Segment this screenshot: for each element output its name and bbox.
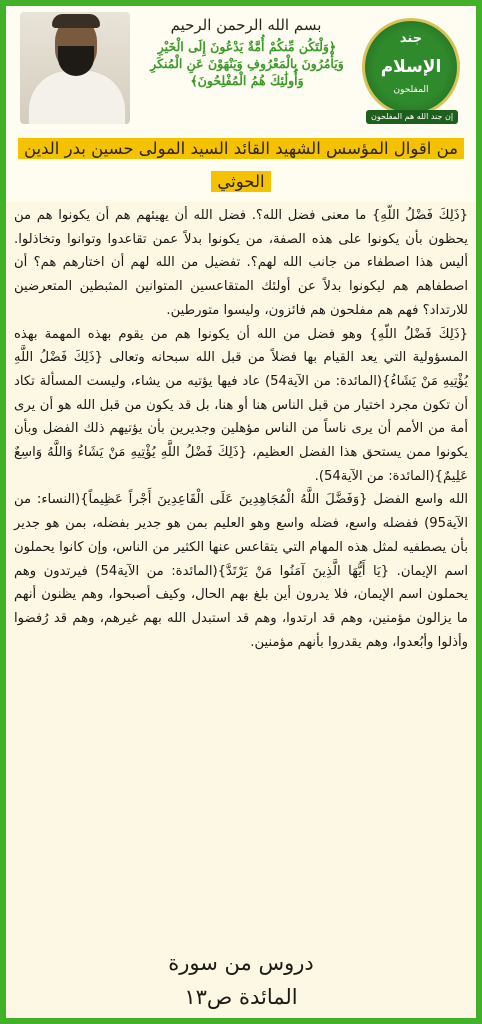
page-title [12,132,470,198]
emblem-logo [362,18,460,116]
header [6,6,476,128]
title-band [6,128,476,202]
footer-line-2: المائدة ص١٣ [184,985,298,1009]
portrait-photo [20,12,130,124]
portrait-turban [52,14,100,28]
emblem-caption: إن جند الله هم المفلحون [366,110,458,124]
basmala: بسم الله الرحمن الرحيم [170,16,322,34]
footer-line-1: دروس من سورة [168,951,314,975]
paragraph-3: الله واسع الفضل {وَفَضَّلَ اللَّهُ الْمُجَاهِدِينَ عَلَى الْقَاعِدِينَ أَجْراً عَظِيماً}(النساء: من الآية95) ففضله واسع، فضله واسع وهو العليم بمن هو جدير بفضله، بمن هو جدير بأن يصطفيه لمثل هذه المهام التي يتقاعس عنها الكثير من الناس، وإن كانوا يحملون اسم الإيمان. {يَا أَيُّهَا الَّذِينَ آمَنُوا مَنْ يَرْتَدَّ}(المائدة: من الآية54) فيرتدون وهم يحملون اسم الإيمان، فلا يدرون أين بلغ بهم الحال، وكيف أصبحوا، وهم يظنون أنهم ما يزالون مؤمنين، وهم قد ارتدوا، وهم قد استبدل الله بهم غيرهم، وهم قد رُفضوا وأذلوا وأبُعدوا، وهم يقدروا بأنهم مؤمنين. [14,492,468,650]
article-body [14,204,468,654]
title-text: من اقوال المؤسس الشهيد القائد السيد المولى حسين بدر الدين الحوثي [18,138,464,192]
quran-verse: ﴿وَلْتَكُن مِّنكُمْ أُمَّةٌ يَدْعُونَ إِلَى الْخَيْرِ وَيَأْمُرُونَ بِالْمَعْرُوفِ وَيَنْهَوْنَ عَنِ الْمُنكَرِ وَأُولَٰئِكَ هُمُ الْمُفْلِحُونَ﴾ [150,39,344,88]
source-footer [6,946,476,1014]
paragraph-1: {ذَلِكَ فَضْلُ اللّهِ} ما معنى فضل الله؟. فضل الله أن يهيئهم هم أن يكونوا هم من يحظون بأن يكونوا على هذه الصفة، من يكونوا بدلاً عمن تقاعدوا وتوانوا وتخاذلوا. أليس هذا اصطفاء من جانب الله لهم؟. تفضيل من الله لهم أن اختارهم هم؟ أن اصطفاهم هم ليكونوا بدلاً عن أولئك المتقاعسين المتوانين المثبطين المتعرضين للارتداد؟ فهم هم مفلحون هم فائزون، وليسوا متورطين. [14,208,468,318]
emblem-top-text: جند [399,31,423,46]
portrait-robe [28,70,126,124]
emblem-sub-text: المفلحون [393,85,429,95]
emblem-main-text: الإسلام [380,57,442,77]
paragraph-2: {ذَلِكَ فَضْلُ اللّهِ} وهو فضل من الله أن يكونوا هم من يقوم بهذه المهمة بهذه المسؤولية التي يعد القيام بها فضلاً من قبل الله سبحانه وتعالى {ذَلِكَ فَضْلُ اللَّهِ يُؤْتِيهِ مَنْ يَشَاءُ}(المائدة: من الآية54) عاد فيها يؤتيه من يشاء، وليست المسألة تكاد أن تكون مجرد اختيار من قبل الناس هنا أو هنا، بل قد يكون من قبل الله هو أن يرى أمة من الأمم أن يرى ناساً من الناس مؤهلين وجديرين بأن يؤتيهم ذلك الفضل وبأن يكونوا ممن يستحق هذا الفضل العظيم، {ذَلِكَ فَضْلُ اللَّهِ يُؤْتِيهِ مَنْ يَشَاءُ وَاللَّهُ وَاسِعٌ عَلِيمٌ}(المائدة: من الآية54). [14,326,469,484]
